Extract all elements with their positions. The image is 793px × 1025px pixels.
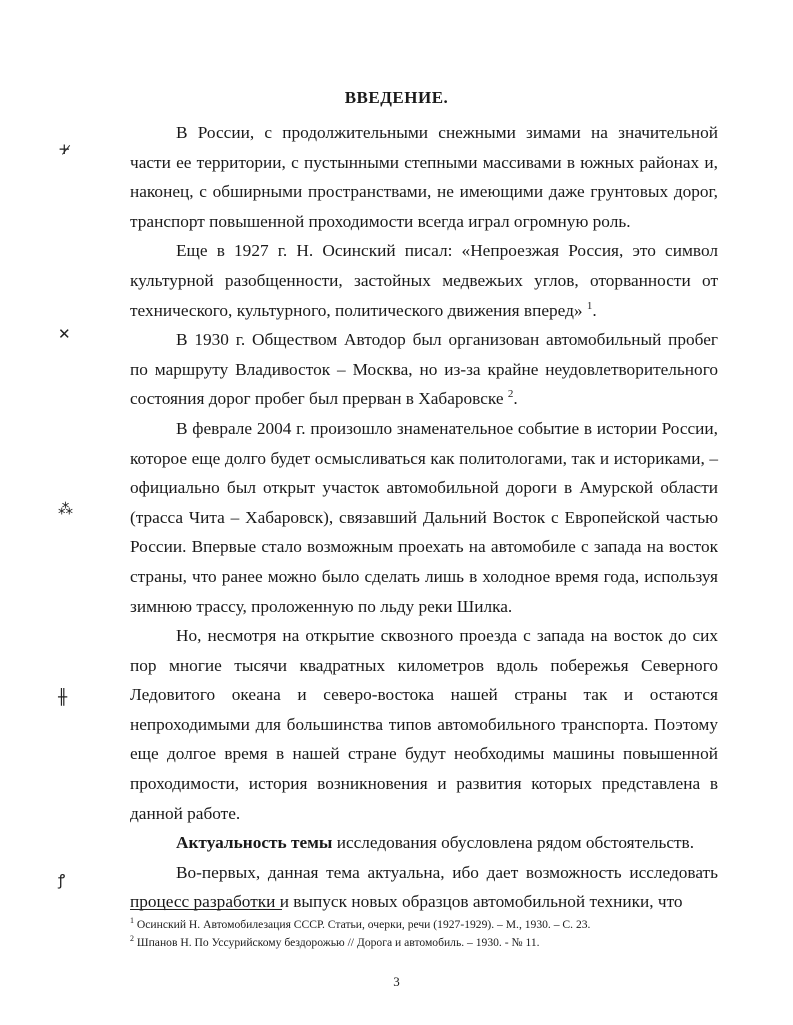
paragraph-3: В 1930 г. Обществом Автодор был организован автомобильный пробег по маршруту Владивосток – Москва, но из-за крайне неудовлетворительного состояния дорог пробег был прерван в Хабаровске $^2$.	[130, 330, 718, 409]
page-title: ВВЕДЕНИЕ.	[344, 88, 449, 107]
footnote-1: $^1$ Осинский Н. Автомобилезация СССР. Статьи, очерки, речи (1927-1929). – М., 1930. – С. 23.	[130, 916, 591, 931]
paragraph-2: Еще в 1927 г. Н. Осинский писал: «Непроезжая Россия, это символ культурной разобщенности, застойных медвежьих углов, оторванности от технического, культурного, политического движения вперед» $^1$.	[130, 241, 718, 320]
footnote-2: $^2$ Шпанов Н. По Уссурийскому бездорожью // Дорога и автомобиль. – 1930. - № 11.	[130, 933, 540, 949]
footnote-ref-1: 1	[586, 299, 593, 312]
paragraph-4: В феврале 2004 г. произошло знаменательное событие в истории России, которое еще долго будет осмысливаться как политологами, так и историками, – официально был открыт участок автомобильной дороги в Амурской области (трасса Чита – Хабаровск), связавший Дальний Восток с Европейской частью России. Впервые стало возможным проехать на автомобиле с запада на восток страны, что ранее можно было сделать лишь в холодное время года, используя зимнюю трассу, проложенную по льду реки Шилка.	[130, 418, 718, 616]
margin-mark-4-icon: ╫	[58, 688, 68, 706]
margin-mark-3-icon: ⁂	[58, 500, 73, 518]
paragraph-6: Актуальность темы исследования обусловлена рядом обстоятельств.	[176, 833, 695, 853]
page-number: 3	[393, 974, 400, 989]
margin-mark-2-icon: ✕	[58, 325, 71, 343]
footnote-ref-2: 2	[507, 388, 514, 401]
relevance-heading: Актуальность темы	[176, 833, 333, 853]
paragraph-5: Но, несмотря на открытие сквозного проезда с запада на восток до сих пор многие тысячи квадратных километров вдоль побережья Северного Ледовитого океана и северо-востока нашей страны так и остаются непроходимыми для большинства типов автомобильного транспорта. Поэтому еще долгое время в нашей стране будут необходимы машины повышенной проходимости, история возникновения и развития которых представлена в данной работе.	[130, 626, 718, 823]
footnote-divider	[130, 909, 282, 910]
paragraph-7: Во-первых, данная тема актуальна, ибо дает возможность исследовать процесс разработки и выпуск новых образцов автомобильной техники, что	[130, 862, 718, 912]
margin-mark-1-icon: +̷	[58, 140, 71, 158]
body-text	[130, 118, 718, 917]
footnotes	[130, 914, 730, 950]
margin-mark-5-icon: ꝭ	[58, 871, 66, 889]
paragraph-1: В России, с продолжительными снежными зимами на значительной части ее территории, с пустынными степными массивами в южных районах и, наконец, с обширными пространствами, не имеющими даже грунтовых дорог, транспорт повышенной проходимости всегда играл огромную роль.	[130, 123, 718, 231]
